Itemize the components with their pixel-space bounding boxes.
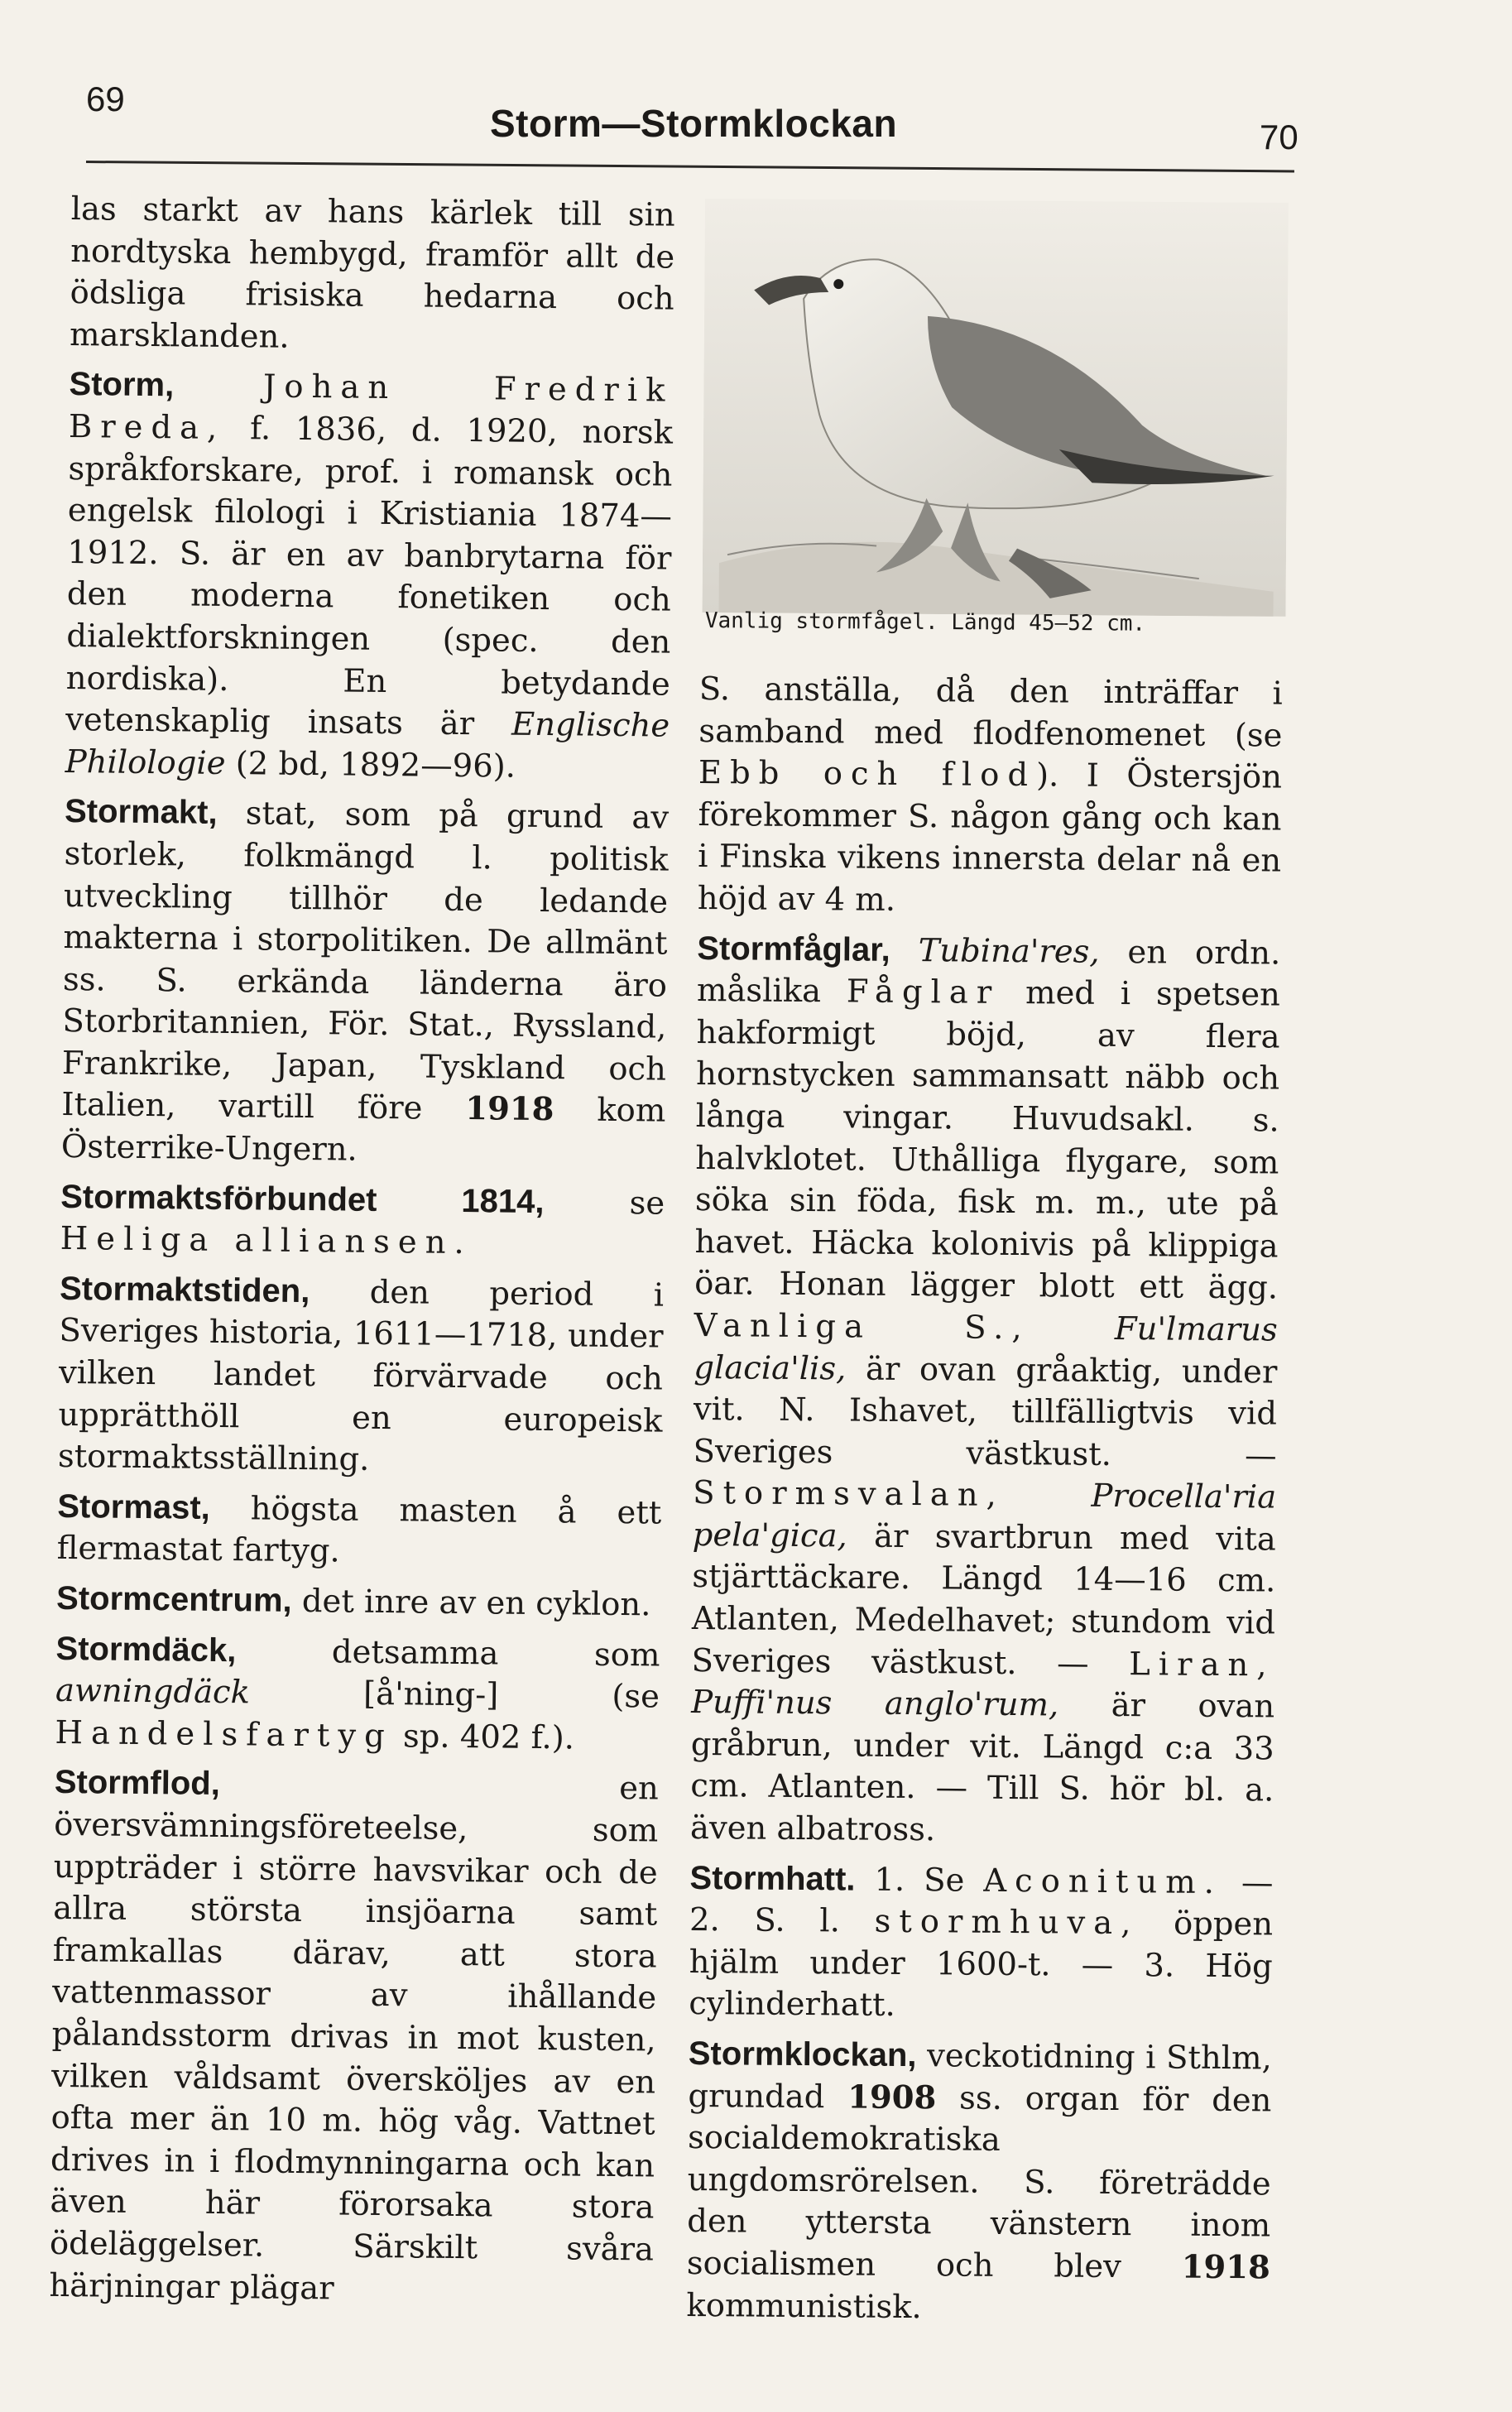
cross-reference: Aconitum. [983, 1862, 1223, 1901]
entry-stormakt: Stormakt, stat, som på grund av storlek, folkmängd l. politisk utveckling tillhör de ledande makterna i storpolitiken. De allmänt ss. S. erkända länderna äro Storbritannien, För. Stat., Ryssland, Frankrike, Japan, Tyskland och Italien, vartill före 1918 kom Österrike-Ungern. [60, 793, 670, 1169]
entry-stormdack: Stormdäck, detsamma som awningdäck [å'ning-] (se Handelsfartyg sp. 402 f.). [55, 1630, 660, 1757]
latin-name: Tubina'res, [918, 931, 1100, 971]
entry-storm: Storm, Johan Fredrik Breda, f. 1836, d. 1920, norsk språkforskare, prof. i romansk och engelsk filologi i Kristiania 1874—1912. S. är en av banbrytarna för den moderna fonetiken och dialektforskningen (spec. den nordiska). En betydande vetenskaplig insats är Englische Philologie (2 bd, 1892—96). [65, 366, 674, 786]
page-number-right: 70 [1260, 118, 1298, 156]
latin-name: Puffi'nus anglo'rum, [691, 1684, 1059, 1724]
entry-stormflod-continued: S. anställa, då den inträffar i samband med flodfenomenet (se Ebb och flod). I Östersjön förekommer S. någon gång och kan i Finska vikens innersta delar nå en höjd av 4 m. [697, 670, 1283, 919]
headword: Storm, [69, 366, 175, 404]
cross-reference: stormhuva, [874, 1902, 1140, 1943]
left-column [49, 189, 675, 2321]
entry-stormfaglar: Stormfåglar, Tubina'res, en ordn. måslika Fåglar med i spetsen hakformigt böjd, av flera hornstycken sammansatt näbb och långa vingar. Huvudsakl. s. halvklotet. Uthålliga flygare, som söka sin föda, fisk m. m., ute på havet. Häcka kolonivis på klippiga öar. Honan lägger blott ett ägg. Vanliga S., Fu'lmarus glacia'lis, är ovan gråaktig, under vit. N. Ishavet, tillfälligtvis vid Sveriges västkust. — Stormsvalan, Procella'ria pela'gica, är svartbrun med vita stjärttäckare. Längd 14—16 cm. Atlanten, Medelhavet; stundom vid Sveriges västkust. — Liran, Puffi'nus anglo'rum, är ovan gråbrun, under vit. Längd c:a 33 cm. Atlanten. — Till S. hör bl. a. även albatross. [689, 930, 1281, 1849]
headword: Stormaktstiden, [59, 1270, 310, 1309]
subentry: Stormsvalan, [693, 1474, 1006, 1515]
entry-stormast: Stormast, högsta masten å ett flermastat fartyg. [56, 1487, 662, 1570]
headword: Stormakt, [64, 793, 218, 832]
entry-stormhatt: Stormhatt. 1. Se Aconitum. — 2. S. l. stormhuva, öppen hjälm under 1600-t. — 3. Hög cylinderhatt. [689, 1859, 1274, 2025]
entry-stormcentrum: Stormcentrum, det inre av en cyklon. [55, 1579, 651, 1624]
headword: Stormast, [57, 1487, 211, 1526]
running-title: Storm—Stormklockan [490, 102, 898, 145]
headword: Stormklockan, [688, 2035, 917, 2074]
headword: Stormhatt. [689, 1859, 856, 1898]
entry-stormklockan: Stormklockan, veckotidning i Sthlm, grundad 1908 ss. organ för den socialdemokratiska ungdomsrörelsen. S. företrädde den yttersta vänstern inom socialismen och blev 1918 kommunistisk. [686, 2035, 1273, 2326]
cross-reference: Heliga alliansen. [60, 1220, 473, 1262]
subentry: Liran, [1129, 1645, 1275, 1684]
entry-stormflod: Stormflod, en översvämningsföreteelse, som uppträder i större havsvikar och de allra största insjöarna samt framkallas därav, att stora vattenmassor av ihållande pålandsstorm drivas in mot kusten, vilken våldsamt översköljes av en ofta mer än 10 m. hög våg. Vattnet drives in i flodmynningarna och kan även här förorsaka stora ödeläggelser. Särskilt svåra härjningar plägar [49, 1764, 660, 2307]
term: awningdäck [55, 1672, 251, 1712]
entry-stormaktstiden: Stormaktstiden, den period i Sveriges historia, 1611—1718, under vilken landet förvärvade och upprätthöll en europeisk stormaktsställning. [57, 1270, 665, 1479]
headword: Stormcentrum, [55, 1579, 292, 1619]
figure-caption: Vanlig stormfågel. Längd 45—52 cm. [704, 608, 1146, 637]
work-title: Englische Philologie [65, 705, 670, 782]
header-rule [86, 161, 1294, 172]
right-column [686, 669, 1283, 2339]
page-number-left: 69 [86, 79, 125, 118]
cross-reference: Handelsfartyg [55, 1713, 393, 1755]
fulmar-bird-drawing [703, 199, 1289, 617]
person-name: Johan Fredrik Breda, [68, 368, 674, 447]
headword: Stormflod, [54, 1764, 221, 1803]
bird-illustration [702, 199, 1288, 618]
cross-reference: Ebb och flod [698, 754, 1037, 795]
latin-name: Procella'ria pela'gica, [692, 1477, 1277, 1555]
cross-reference: Fåglar [846, 973, 1001, 1012]
headword: Stormdäck, [55, 1630, 237, 1669]
headword: Stormfåglar, [697, 930, 890, 968]
subentry: Vanliga S., [694, 1306, 1030, 1348]
latin-name: Fu'lmarus glacia'lis, [694, 1309, 1278, 1387]
headword: Stormaktsförbundet 1814, [60, 1178, 545, 1220]
entry-continuation: las starkt av hans kärlek till sin nordtyska hembygd, framför allt de ödsliga frisiska hedarna och marsklanden. [69, 190, 675, 356]
entry-stormaktsforbundet: Stormaktsförbundet 1814, se Heliga alliansen. [60, 1178, 665, 1262]
